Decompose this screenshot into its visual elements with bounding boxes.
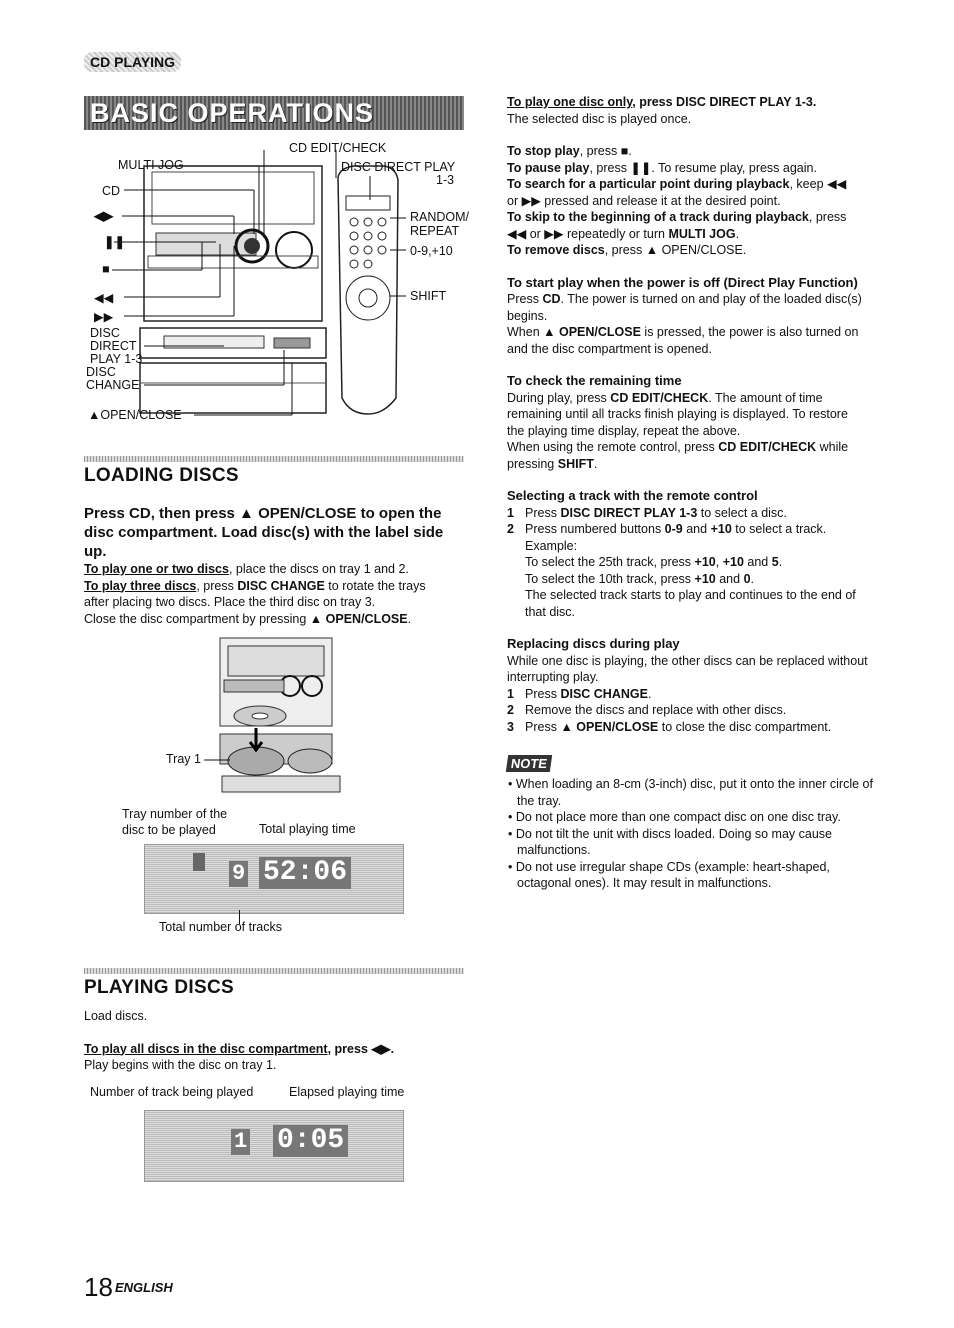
lcd-total-tracks: 9 xyxy=(229,861,248,887)
list-item: • Do not use irregular shape CDs (example: heart-shaped, octagonal ones). It may result in malfunctions. xyxy=(508,859,830,890)
lcd2-label-right: Elapsed playing time xyxy=(289,1085,405,1099)
select-steps xyxy=(507,505,885,538)
label-disc-direct-play: DISC DIRECT PLAY xyxy=(341,160,456,174)
lcd1-label-right: Total playing time xyxy=(259,822,356,836)
list-item: 3 Press ▲ OPEN/CLOSE to close the disc compartment. xyxy=(507,719,832,734)
list-item: 2 Remove the discs and replace with other discs. xyxy=(507,703,787,717)
label-repeat: REPEAT xyxy=(410,224,460,238)
lcd-total-time: 52:06 xyxy=(259,857,351,889)
list-item: 1 Press DISC DIRECT PLAY 1-3 to select a disc. xyxy=(507,505,787,520)
list-item: • When loading an 8-cm (3-inch) disc, put it onto the inner circle of the tray. xyxy=(508,777,873,808)
lcd-tray-indicator xyxy=(193,853,205,871)
lcd2-label-left: Number of track being played xyxy=(90,1085,254,1099)
loading-lead: Press CD, then press ▲ OPEN/CLOSE to open the disc compartment. Load disc(s) with the label side up. xyxy=(84,505,444,560)
label-disc-change: DISC CHANGE xyxy=(86,365,140,392)
list-item: • Do not place more than one compact disc on one disc tray. xyxy=(508,810,841,824)
rewind-icon: ◀◀ xyxy=(94,291,114,305)
label-shift: SHIFT xyxy=(410,289,447,303)
label-random: RANDOM/ xyxy=(410,210,470,224)
label-disc-direct-range: 1-3 xyxy=(436,173,455,187)
page-number: 18 xyxy=(84,1272,113,1302)
fast-forward-icon: ▶▶ xyxy=(94,310,114,324)
label-multi-jog: MULTI JOG xyxy=(118,158,184,172)
label-open-close: ▲OPEN/CLOSE xyxy=(88,408,182,422)
tray-illustration xyxy=(160,636,360,796)
right-column: To play one disc only, press DISC DIRECT PLAY 1-3. The selected disc is played once. To stop play, press ■. To pause play, press ❚❚. To resume play, press again. To search for a particular point during playback, keep ◀◀ or ▶▶ pressed and release it at the desired point. To skip to the beginning of a track during playback, press ◀◀ or ▶▶ repeatedly or turn MULTI JOG. To remove discs, press ▲ OPEN/CLOSE. To start play when the power is off (Direct Play Function) Press CD. The power is turned on and play of the loaded disc(s) begins. When ▲ OPEN/CLOSE is pressed, the power is also turned on and the disc compartment is opened. To check the remaining time During play, press CD EDIT/CHECK. The amount of time remaining until all tracks finish playing is displayed. To restore the playing time display, repeat the above. When using the remote control, press CD EDIT/CHECK while pressing SHIFT. Selecting a track with the remote control 1 Press DISC DIRECT PLAY 1-3 to select a disc. 2 Press numbered buttons 0-9 and +10 to select a track. Example: To select the 25th track, press +10, +10 and 5. To select the 10th track, press +10 and 0. The selected track starts to play and continues to the end of that disc. Replacing discs during play While one disc is playing, the other discs can be replaced without interrupting play. 1 Press DISC CHANGE. 2 Remove the discs and replace with other discs. 3 Press ▲ OPEN/CLOSE to close the disc compartment. NOTE • When loading an 8-cm (3-inch) disc, put it onto the inner circle of the tray. • Do not place more than one compact disc on one disc tray. • Do not tilt the unit with discs loaded. Doing so may cause malfunctions. • Do not use irregular shape CDs (example: heart-shaped, octagonal ones). It may result in malfunctions. xyxy=(507,94,885,892)
page-title: BASIC OPERATIONS xyxy=(90,98,375,128)
list-item: 2 Press numbered buttons 0-9 and +10 to select a track. xyxy=(507,522,827,536)
playing-title: PLAYING DISCS xyxy=(84,977,234,998)
pause-icon: ❚❚ xyxy=(104,235,125,249)
label-cd: CD xyxy=(102,184,121,198)
loading-body: To play one or two discs, place the discs on tray 1 and 2. To play three discs, press DISC CHANGE to rotate the trays after placing two discs. Place the third disc on tray 3. Close the disc compartment by pressing ▲ OPEN/CLOSE. xyxy=(84,562,426,626)
notes-list xyxy=(507,776,885,892)
list-item: 1 Press DISC CHANGE. xyxy=(507,686,652,701)
note-badge: NOTE xyxy=(506,755,553,772)
label-cd-edit-check: CD EDIT/CHECK xyxy=(289,141,387,155)
label-tray-1: Tray 1 xyxy=(166,752,201,766)
divider xyxy=(84,968,464,974)
stop-icon: ■ xyxy=(102,262,110,276)
lcd-elapsed-time: 0:05 xyxy=(273,1125,348,1157)
remaining-title: To check the remaining time xyxy=(507,373,682,388)
lcd-display-loading xyxy=(144,844,404,914)
divider xyxy=(84,456,464,462)
lcd-display-playing xyxy=(144,1110,404,1182)
label-numbers: 0-9,+10 xyxy=(410,244,453,258)
playing-body: Load discs. To play all discs in the disc compartment, press ◀▶. Play begins with the disc on tray 1. xyxy=(84,1009,395,1072)
select-title: Selecting a track with the remote control xyxy=(507,488,758,503)
replace-title: Replacing discs during play xyxy=(507,636,680,651)
lcd-current-track: 1 xyxy=(231,1129,250,1155)
lcd1-label-bottom: Total number of tracks xyxy=(159,920,282,934)
page-banner xyxy=(84,96,464,130)
replace-steps xyxy=(507,686,885,736)
label-disc-direct-unit: DISC DIRECT PLAY 1-3 xyxy=(90,326,143,366)
tray-drawing xyxy=(160,636,360,796)
section-tag: CD PLAYING xyxy=(84,52,181,72)
loading-title: LOADING DISCS xyxy=(84,465,239,486)
page-language: ENGLISH xyxy=(115,1280,173,1295)
list-item: • Do not tilt the unit with discs loaded. Doing so may cause malfunctions. xyxy=(508,826,832,857)
stereo-illustration xyxy=(84,138,464,428)
stereo-diagram xyxy=(84,138,470,428)
play-icon: ◀▶ xyxy=(94,209,114,223)
power-off-title: To start play when the power is off (Direct Play Function) xyxy=(507,274,858,290)
lcd1-label-left: Tray number of the disc to be played xyxy=(122,807,228,837)
